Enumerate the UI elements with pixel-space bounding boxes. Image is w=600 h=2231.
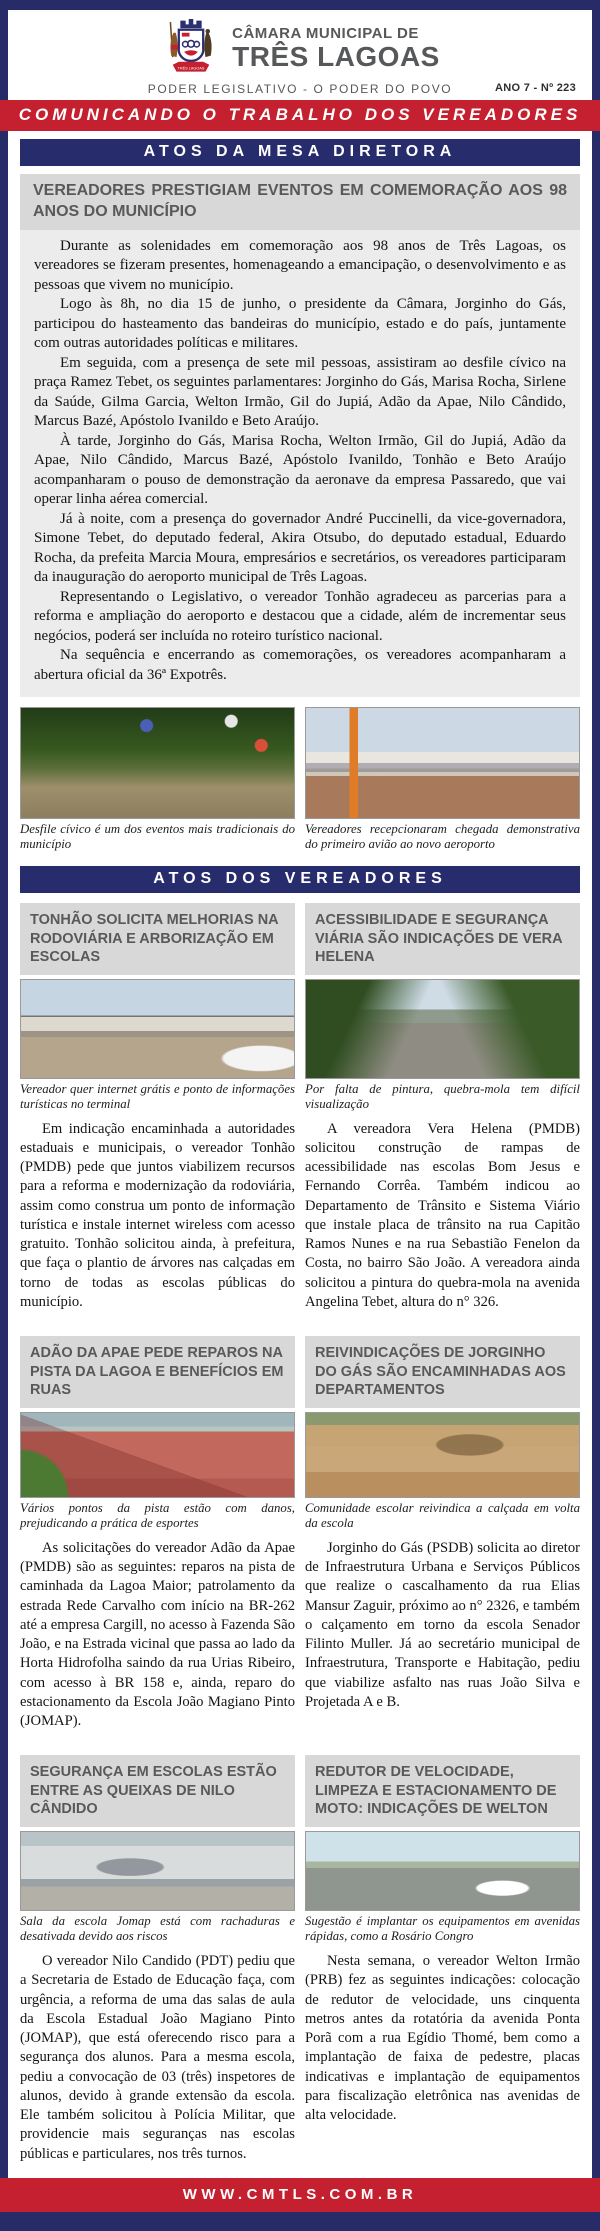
article-paragraph: O vereador Nilo Candido (PDT) pediu que a Secretaria de Estado de Educação faça, com urgência, a reforma de uma das salas de aula da Escola Estadual João Magiano Pinto (JOMAP), que está oferecendo risco para a segurança dos alunos. Para a mesma escola, pediu a convocação de 03 (três) inspetores de alunos, devido à grande extensão da escola. Ele também solicitou à Polícia Militar, que providencie mais seguranças nas escolas públicas e particulares, nos três turnos. xyxy=(20,1953,295,2162)
photo-figure xyxy=(20,1831,295,1946)
article-tonhao xyxy=(20,903,295,1312)
article-paragraph: As solicitações do vereador Adão da Apae (PMDB) são as seguintes: reparos na pista de caminhada da Lagoa Maior; patrolamento da estrada Rede Carvalho com início na BR-262 até a empresa Cargill, no acesso à Fazenda São João, e na Estrada vicinal que passa ao lado da Horta Hidrofolha saindo da rua Urias Ribeiro, com acesso à BR 158 e, ainda, reparo do estacionamento da Escola João Magiano Pinto (JOMAP). xyxy=(20,1539,295,1730)
photo-caption: Por falta de pintura, quebra-mola tem difícil visualização xyxy=(305,1081,580,1112)
article-body xyxy=(20,1539,295,1732)
section-banner-mesa-diretora: ATOS DA MESA DIRETORA xyxy=(20,139,580,166)
article-headline: TONHÃO SOLICITA MELHORIAS NA RODOVIÁRIA E ARBORIZAÇÃO EM ESCOLAS xyxy=(20,903,295,975)
org-name xyxy=(232,26,440,71)
footer-url-banner: WWW.CMTLS.COM.BR xyxy=(0,2178,600,2212)
bulletin-body xyxy=(8,131,592,2178)
article-body xyxy=(20,1952,295,2164)
article-nilo-candido xyxy=(20,1755,295,2163)
photo-figure xyxy=(305,1831,580,1946)
avenue-photo xyxy=(305,1831,580,1911)
article-paragraph: Na sequência e encerrando as comemorações, os vereadores acompanharam a abertura oficial da 36ª Expotrês. xyxy=(34,647,566,683)
vereadores-articles-grid xyxy=(20,903,580,2164)
photo-caption: Vereador quer internet grátis e ponto de informações turísticas no terminal xyxy=(20,1081,295,1112)
article-body xyxy=(305,1539,580,1712)
org-name-line1: CÂMARA MUNICIPAL DE xyxy=(232,24,419,42)
photo-caption: Sala da escola Jomap está com rachaduras e desativada devido aos riscos xyxy=(20,1914,295,1944)
svg-text:TRÊS LAGOAS: TRÊS LAGOAS xyxy=(177,66,205,71)
article-paragraph: Já à noite, com a presença do governador André Puccinelli, da vice-governadora, Simone Tebet, do deputado federal, Akira Otsubo, do deputado estadual, Eduardo Rocha, da prefeita Marcia Moura, empresários e secretários, os vereadores participaram da inauguração do aeroporto municipal de Três Lagoas. xyxy=(34,510,566,586)
article-paragraph: Jorginho do Gás (PSDB) solicita ao diretor de Infraestrutura Urbana e Serviços Públicos que realize o cascalhamento da rua Elias Mansur Zaguir, próximo ao n° 2326, e também o calçamento em torno da escola Senador Filinto Muller. Já ao secretário municipal de Infraestrutura, Transporte e Habitação, pediu que viabilize asfalto nas ruas João Silva e Projetada A e B. xyxy=(305,1539,580,1710)
article-headline: REIVINDICAÇÕES DE JORGINHO DO GÁS SÃO ENCAMINHADAS AOS DEPARTAMENTOS xyxy=(305,1336,580,1408)
article-headline: REDUTOR DE VELOCIDADE, LIMPEZA E ESTACIONAMENTO DE MOTO: INDICAÇÕES DE WELTON xyxy=(305,1755,580,1827)
photo-caption: Sugestão é implantar os equipamentos em avenidas rápidas, como a Rosário Congro xyxy=(305,1914,580,1944)
article-headline: ADÃO DA APAE PEDE REPAROS NA PISTA DA LAGOA E BENEFÍCIOS EM RUAS xyxy=(20,1336,295,1408)
article-paragraph: Em seguida, com a presença de sete mil pessoas, assistiram ao desfile cívico na praça Ramez Tebet, os seguintes parlamentares: Jorginho do Gás, Marisa Rocha, Sirlene da Saúde, Gilma Garcia, Welton Irmão, Gil do Jupiá, Adão da Apae, Nilo Cândido, Marcus Bazé, Apóstolo Ivanildo e Beto Araújo. xyxy=(34,354,566,430)
article-comemoracao-98-anos xyxy=(20,174,580,697)
article-paragraph: À tarde, Jorginho do Gás, Marisa Rocha, Welton Irmão, Gil do Jupiá, Adão da Apae, Nilo Cândido, Marcus Bazé, Apóstolo Ivanildo, Tonhão e Beto Araújo acompanharam o pouso de demonstração da aeronave da empresa Passaredo, que vai operar linha aérea comercial. xyxy=(34,432,566,508)
dirt-road-photo xyxy=(305,1412,580,1498)
photo-figure xyxy=(20,979,295,1114)
photo-caption: Desfile cívico é um dos eventos mais tradicionais do município xyxy=(20,822,295,852)
photo-figure xyxy=(20,707,295,854)
top-border xyxy=(0,0,600,10)
brand-row xyxy=(8,16,592,80)
article-paragraph: Em indicação encaminhada a autoridades estaduais e municipais, o vereador Tonhão (PMDB) pede que juntos viabilizem recursos para a reforma e modernização da rodoviária, assim como construa um ponto de informação turística e instale internet wireless com acesso gratuito. Tonhão solicitou ainda, à prefeitura, que faça o plantio de árvores nas calçadas em torno de todas as escolas públicas do município. xyxy=(20,1120,295,1310)
article-headline: ACESSIBILIDADE E SEGURANÇA VIÁRIA SÃO INDICAÇÕES DE VERA HELENA xyxy=(305,903,580,975)
article-body xyxy=(305,1120,580,1313)
masthead xyxy=(8,10,592,100)
street-photo xyxy=(305,979,580,1079)
civic-parade-photo xyxy=(20,707,295,819)
article-body xyxy=(20,1120,295,1313)
article-welton xyxy=(305,1755,580,2125)
edition-label: ANO 7 - Nº 223 xyxy=(495,82,576,94)
walking-track-photo xyxy=(20,1412,295,1498)
airport-arrival-photo xyxy=(305,707,580,819)
article-headline: SEGURANÇA EM ESCOLAS ESTÃO ENTRE AS QUEIXAS DE NILO CÂNDIDO xyxy=(20,1755,295,1827)
bottom-border xyxy=(0,2212,600,2231)
school-room-photo xyxy=(20,1831,295,1911)
article-paragraph: Representando o Legislativo, o vereador Tonhão agradeceu as parcerias para a reforma e ampliação do aeroporto e destacou que a cidade, além de incrementar seus negócios, poderá ser incluída no roteiro turístico nacional. xyxy=(34,588,566,644)
top-banner: COMUNICANDO O TRABALHO DOS VEREADORES xyxy=(0,100,600,131)
article-vera-helena xyxy=(305,903,580,1312)
section-banner-atos-vereadores: ATOS DOS VEREADORES xyxy=(20,866,580,893)
article-adao-da-apae xyxy=(20,1336,295,1731)
article-body xyxy=(20,230,580,698)
article-paragraph: A vereadora Vera Helena (PMDB) solicitou construção de rampas de acessibilidade nas escolas Bom Jesus e Fernando Corrêa. Também indicou ao Departamento de Trânsito e Sistema Viário que instale placa de trânsito na rua Capitão Ramos Nunes e na rua Sebastião Fenelon da Costa, no bairro São João. A vereadora ainda solicitou a pintura do quebra-mola na avenida Angelina Tebet, altura do n° 326. xyxy=(305,1120,580,1310)
article-paragraph: Nesta semana, o vereador Welton Irmão (PRB) fez as seguintes indicações: colocação de redutor de velocidade, uns cinquenta metros antes da rotatória da avenida Ponta Porã com a rua Egídio Thomé, bem como a implantação de faixa de pedestre, placas indicativas e implantação de equipamentos para fiscalização eletrônica nas avenidas de alta velocidade. xyxy=(305,1953,580,2124)
city-crest-icon xyxy=(160,16,222,80)
photo-figure xyxy=(305,979,580,1114)
article-paragraph: Logo às 8h, no dia 15 de junho, o presidente da Câmara, Jorginho do Gás, participou do hasteamento das bandeiras do município, estado e do país, juntamente com outras autoridades políticas e militares. xyxy=(34,296,566,352)
photo-figure xyxy=(305,707,580,854)
article-headline: VEREADORES PRESTIGIAM EVENTOS EM COMEMORAÇÃO AOS 98 ANOS DO MUNICÍPIO xyxy=(20,174,580,230)
article-body xyxy=(305,1952,580,2125)
photo-figure xyxy=(20,1412,295,1533)
photo-caption: Vereadores recepcionaram chegada demonstrativa do primeiro avião ao novo aeroporto xyxy=(305,822,580,852)
mesa-photo-row xyxy=(20,707,580,854)
bus-terminal-photo xyxy=(20,979,295,1079)
org-name-line2: TRÊS LAGOAS xyxy=(232,40,440,72)
article-jorginho-do-gas xyxy=(305,1336,580,1712)
photo-figure xyxy=(305,1412,580,1533)
photo-caption: Comunidade escolar reivindica a calçada em volta da escola xyxy=(305,1500,580,1531)
legislative-tagline: PODER LEGISLATIVO - O PODER DO POVO xyxy=(147,82,453,96)
article-paragraph: Durante as solenidades em comemoração aos 98 anos de Três Lagoas, os vereadores se fizeram presentes, homenageando a emancipação, o desenvolvimento e as pessoas que vivem no município. xyxy=(34,237,566,293)
photo-caption: Vários pontos da pista estão com danos, prejudicando a prática de esportes xyxy=(20,1500,295,1531)
